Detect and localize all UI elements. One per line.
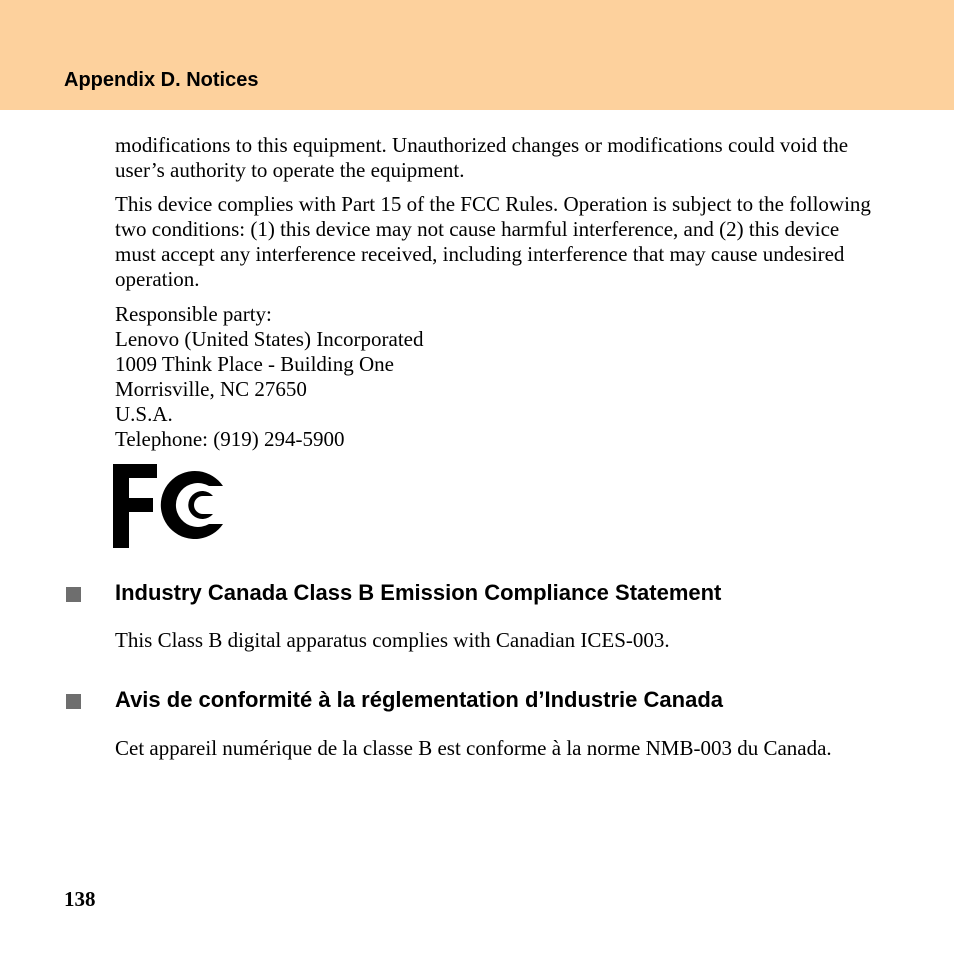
bullet-square-icon — [66, 694, 81, 709]
telephone: Telephone: (919) 294-5900 — [115, 427, 345, 451]
section-heading-industry-canada: Industry Canada Class B Emission Compliance Statement — [115, 580, 722, 605]
paragraph-fcc-compliance: This device complies with Part 15 of the FCC Rules. Operation is subject to the following two conditions: (1) this device may not cause harmful interference, and (2) this device must accept any interference received, including interference that may cause undesired operation. — [115, 192, 871, 291]
page-number: 138 — [64, 887, 96, 911]
country: U.S.A. — [115, 402, 173, 426]
bullet-square-icon — [66, 587, 81, 602]
page-header-title: Appendix D. Notices — [64, 69, 259, 91]
header-band — [0, 0, 954, 110]
address-line-2: Morrisville, NC 27650 — [115, 377, 307, 401]
paragraph-nmb-003: Cet appareil numérique de la classe B est conforme à la norme NMB-003 du Canada. — [115, 736, 832, 760]
section-heading-avis-conformite: Avis de conformité à la réglementation d’Industrie Canada — [115, 687, 723, 712]
responsible-party-label: Responsible party: — [115, 302, 272, 326]
responsible-party-block — [115, 302, 875, 452]
address-line-1: 1009 Think Place - Building One — [115, 352, 394, 376]
company-name: Lenovo (United States) Incorporated — [115, 327, 424, 351]
paragraph-ices-003: This Class B digital apparatus complies with Canadian ICES-003. — [115, 628, 670, 652]
paragraph-modifications: modifications to this equipment. Unauthorized changes or modifications could void the user’s authority to operate the equipment. — [115, 133, 849, 182]
fcc-logo-icon — [113, 464, 229, 548]
